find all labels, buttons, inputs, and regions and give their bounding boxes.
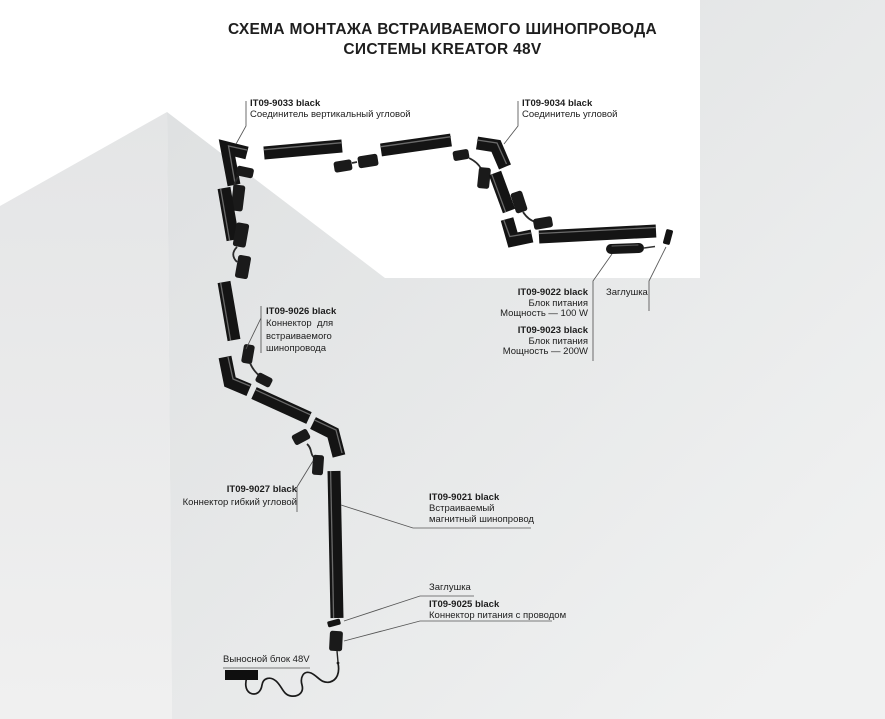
part-power-9022: Мощность — 100 W [500,308,588,319]
track-segment-vertical-long-9021 [331,471,337,618]
part-name-9025: Коннектор питания с проводом [429,609,567,621]
label-connector-vertical-corner [250,99,411,120]
part-name-9021-2: магнитный шинопровод [429,513,534,525]
label-psu-100w [480,288,588,320]
label-power-feed-connector [429,600,566,621]
part-name-9027: Коннектор гибкий угловой [182,496,297,508]
label-end-cap-bottom [429,583,471,594]
part-code-9023: IT09-9023 black [517,325,588,336]
end-cap-bottom-text: Заглушка [429,582,471,593]
label-external-power-block [223,655,310,666]
part-code-9021: IT09-9021 black [429,492,500,503]
part-power-9023: Мощность — 200W [502,346,588,357]
part-code-9034: IT09-9034 black [522,98,593,109]
part-code-9025: IT09-9025 black [429,599,500,610]
label-psu-200w [480,326,588,358]
part-code-9022: IT09-9022 black [517,287,588,298]
part-code-9026: IT09-9026 black [266,306,337,317]
label-recessed-track [429,493,534,525]
external-power-block [225,670,258,680]
title-line-1: СХЕМА МОНТАЖА ВСТРАИВАЕМОГО ШИНОПРОВОДА [228,21,657,38]
part-name-9033: Соединитель вертикальный угловой [250,108,411,120]
part-name-9026-3: шинопровода [266,342,327,354]
part-name-9026-1: Коннектор для [266,318,334,330]
part-code-9027: IT09-9027 black [226,484,297,495]
label-recessed-connector [266,306,336,355]
page-title [0,20,885,59]
label-flexible-corner-connector [170,484,297,510]
part-name-9022: Блок питания [528,297,588,309]
external-power-block-text: Выносной блок 48V [223,654,310,665]
end-cap-top-text: Заглушка [606,287,648,298]
part-name-9023: Блок питания [528,335,588,347]
label-end-cap-top [606,288,648,299]
label-connector-corner [522,99,617,120]
part-name-9034: Соединитель угловой [522,108,618,120]
title-line-2: СИСТЕМЫ KREATOR 48V [343,40,542,58]
part-code-9033: IT09-9033 black [250,98,321,109]
part-name-9021-1: Встраиваемый [429,502,495,514]
left-wall-plane [0,112,172,719]
part-name-9026-2: встраиваемого [266,330,332,342]
